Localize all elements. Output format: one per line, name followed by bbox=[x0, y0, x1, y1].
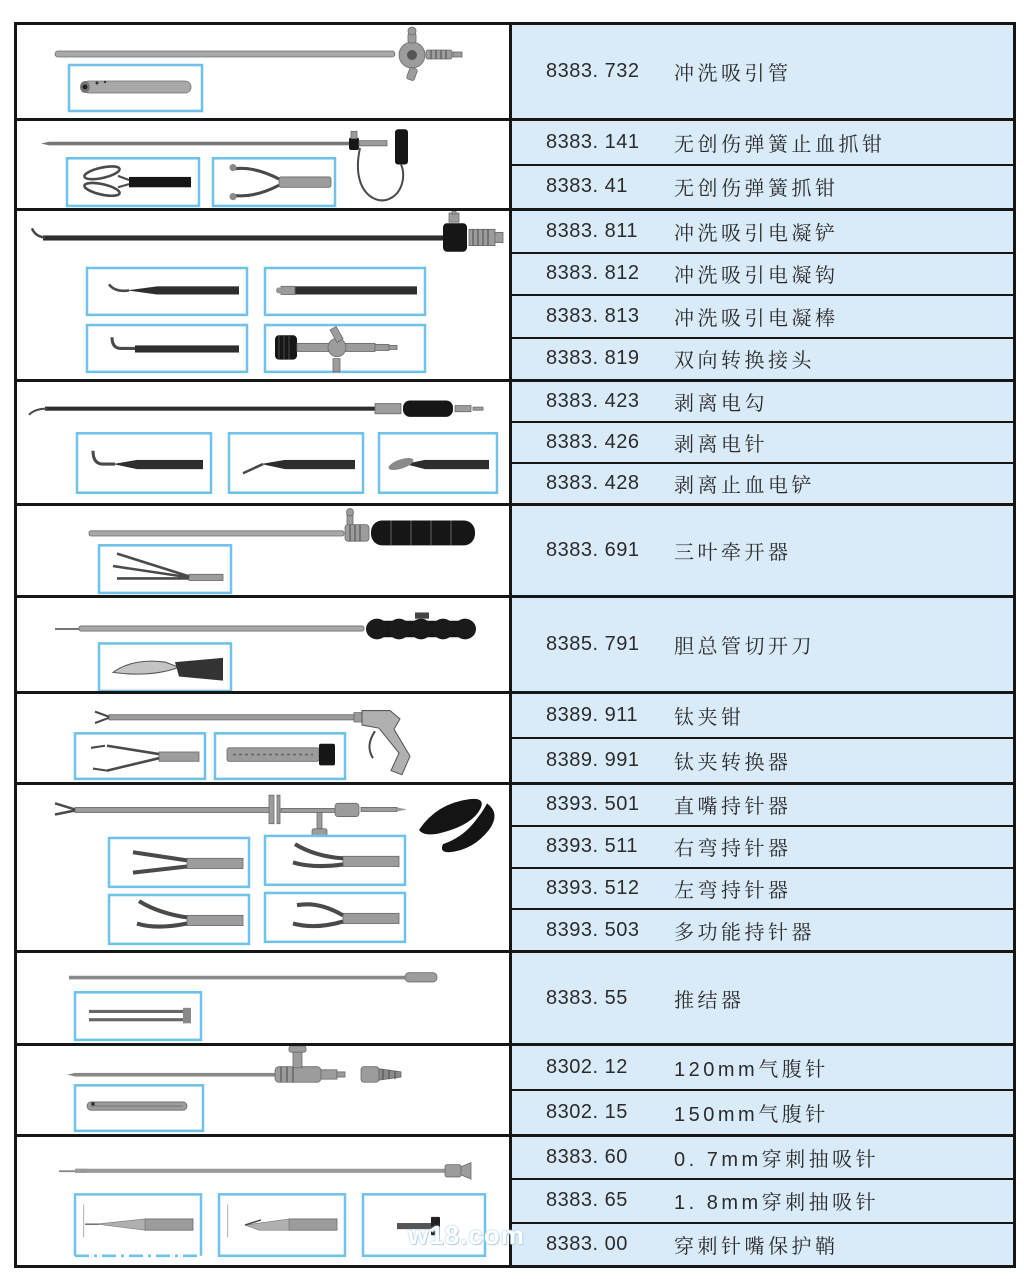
product-code: 8383. 141 bbox=[546, 130, 640, 153]
table-row bbox=[17, 118, 1013, 208]
product-row bbox=[512, 908, 1013, 950]
product-row bbox=[512, 164, 1013, 209]
product-row bbox=[512, 1222, 1013, 1265]
product-rows bbox=[509, 1046, 1013, 1134]
illustration-knot-pusher bbox=[17, 953, 509, 1043]
product-code: 8383. 811 bbox=[546, 219, 638, 242]
product-row bbox=[512, 294, 1013, 337]
product-name: 无创伤弹簧抓钳 bbox=[674, 178, 839, 201]
product-row bbox=[512, 953, 1013, 1043]
product-name: 剥离电针 bbox=[674, 434, 768, 456]
illustration-veress-needle bbox=[17, 1046, 509, 1134]
product-name: 推结器 bbox=[674, 989, 745, 1012]
product-code: 8383. 732 bbox=[546, 60, 640, 82]
product-code: 8302. 15 bbox=[546, 1101, 628, 1123]
illustration-atraumatic-spring-grasper bbox=[17, 121, 509, 208]
table-row bbox=[17, 691, 1013, 782]
instrument-image-cell bbox=[17, 953, 509, 1043]
product-code: 8385. 791 bbox=[546, 633, 640, 655]
product-row bbox=[512, 694, 1013, 737]
product-name: 多功能持针器 bbox=[674, 921, 815, 944]
table-row bbox=[17, 595, 1013, 691]
product-rows bbox=[509, 598, 1013, 691]
product-name: 钛夹钳 bbox=[674, 707, 745, 729]
product-row bbox=[512, 252, 1013, 295]
product-name: 1. 8mm穿刺抽吸针 bbox=[674, 1192, 880, 1215]
product-code: 8383. 60 bbox=[546, 1146, 628, 1169]
product-code: 8383. 55 bbox=[546, 986, 628, 1009]
product-name: 右弯持针器 bbox=[674, 838, 792, 861]
product-name: 三叶牵开器 bbox=[674, 542, 792, 564]
product-code: 8302. 12 bbox=[546, 1056, 628, 1078]
instrument-image-cell bbox=[17, 382, 509, 503]
product-row bbox=[512, 1137, 1013, 1178]
product-row bbox=[512, 737, 1013, 782]
product-name: 冲洗吸引电凝棒 bbox=[674, 307, 839, 330]
product-code: 8383. 691 bbox=[546, 539, 640, 561]
product-code: 8383. 819 bbox=[546, 347, 640, 370]
product-code: 8383. 423 bbox=[546, 390, 640, 412]
product-row bbox=[512, 25, 1013, 118]
illustration-bile-duct-knife bbox=[17, 598, 509, 691]
product-row bbox=[512, 598, 1013, 691]
product-rows bbox=[509, 1137, 1013, 1265]
illustration-needle-holders bbox=[17, 785, 509, 950]
product-rows bbox=[509, 121, 1013, 208]
product-code: 8389. 911 bbox=[546, 704, 638, 726]
instrument-image-cell bbox=[17, 506, 509, 595]
instrument-image-cell bbox=[17, 1046, 509, 1134]
product-rows bbox=[509, 506, 1013, 595]
instrument-image-cell bbox=[17, 694, 509, 782]
product-row bbox=[512, 121, 1013, 164]
watermark: w18.com bbox=[408, 1220, 525, 1250]
instrument-table bbox=[14, 22, 1016, 1268]
product-row bbox=[512, 785, 1013, 825]
instrument-image-cell bbox=[17, 211, 509, 379]
product-row bbox=[512, 211, 1013, 252]
illustration-suction-coagulation-instruments bbox=[17, 211, 509, 379]
product-name: 无创伤弹簧止血抓钳 bbox=[674, 133, 886, 156]
product-row bbox=[512, 337, 1013, 380]
product-name: 剥离电勾 bbox=[674, 393, 768, 415]
table-row bbox=[17, 1043, 1013, 1134]
product-name: 120mm气腹针 bbox=[674, 1059, 829, 1081]
product-code: 8389. 991 bbox=[546, 749, 640, 771]
product-code: 8383. 813 bbox=[546, 304, 640, 327]
product-rows bbox=[509, 211, 1013, 379]
table-row bbox=[17, 782, 1013, 950]
product-name: 直嘴持针器 bbox=[674, 796, 792, 819]
product-name: 剥离止血电铲 bbox=[674, 475, 815, 497]
product-row bbox=[512, 421, 1013, 462]
product-code: 8383. 00 bbox=[546, 1232, 628, 1255]
product-name: 冲洗吸引电凝钩 bbox=[674, 265, 839, 288]
product-name: 钛夹转换器 bbox=[674, 752, 792, 774]
illustration-irrigation-suction-tube bbox=[17, 25, 509, 118]
product-row bbox=[512, 825, 1013, 867]
instrument-image-cell bbox=[17, 598, 509, 691]
product-row bbox=[512, 506, 1013, 595]
product-code: 8383. 428 bbox=[546, 472, 640, 494]
product-row bbox=[512, 462, 1013, 503]
product-row bbox=[512, 1089, 1013, 1134]
product-code: 8383. 812 bbox=[546, 262, 640, 285]
illustration-dissecting-electrodes bbox=[17, 382, 509, 503]
product-rows bbox=[509, 382, 1013, 503]
instrument-image-cell bbox=[17, 785, 509, 950]
instrument-image-cell bbox=[17, 121, 509, 208]
product-rows bbox=[509, 953, 1013, 1043]
product-name: 胆总管切开刀 bbox=[674, 636, 815, 658]
product-name: 双向转换接头 bbox=[674, 350, 815, 373]
product-rows bbox=[509, 694, 1013, 782]
product-row bbox=[512, 1046, 1013, 1089]
product-code: 8383. 41 bbox=[546, 175, 628, 198]
product-row bbox=[512, 1178, 1013, 1221]
product-code: 8383. 426 bbox=[546, 431, 640, 453]
product-rows bbox=[509, 785, 1013, 950]
instrument-image-cell bbox=[17, 25, 509, 118]
product-code: 8393. 501 bbox=[546, 793, 640, 816]
illustration-titanium-clip-applier bbox=[17, 694, 509, 782]
product-row bbox=[512, 867, 1013, 909]
product-code: 8393. 512 bbox=[546, 876, 640, 899]
table-row bbox=[17, 379, 1013, 503]
product-name: 冲洗吸引管 bbox=[674, 63, 792, 85]
product-name: 150mm气腹针 bbox=[674, 1104, 829, 1126]
product-name: 左弯持针器 bbox=[674, 879, 792, 902]
product-row bbox=[512, 382, 1013, 421]
table-row bbox=[17, 950, 1013, 1043]
product-rows bbox=[509, 25, 1013, 118]
table-row bbox=[17, 208, 1013, 379]
table-row bbox=[17, 25, 1013, 118]
product-name: 穿刺针嘴保护鞘 bbox=[674, 1235, 839, 1258]
table-row bbox=[17, 503, 1013, 595]
product-name: 冲洗吸引电凝铲 bbox=[674, 222, 839, 245]
illustration-three-leaf-retractor bbox=[17, 506, 509, 595]
product-code: 8383. 65 bbox=[546, 1189, 628, 1212]
product-code: 8393. 511 bbox=[546, 835, 638, 858]
product-name: 0. 7mm穿刺抽吸针 bbox=[674, 1149, 880, 1172]
product-code: 8393. 503 bbox=[546, 918, 640, 941]
